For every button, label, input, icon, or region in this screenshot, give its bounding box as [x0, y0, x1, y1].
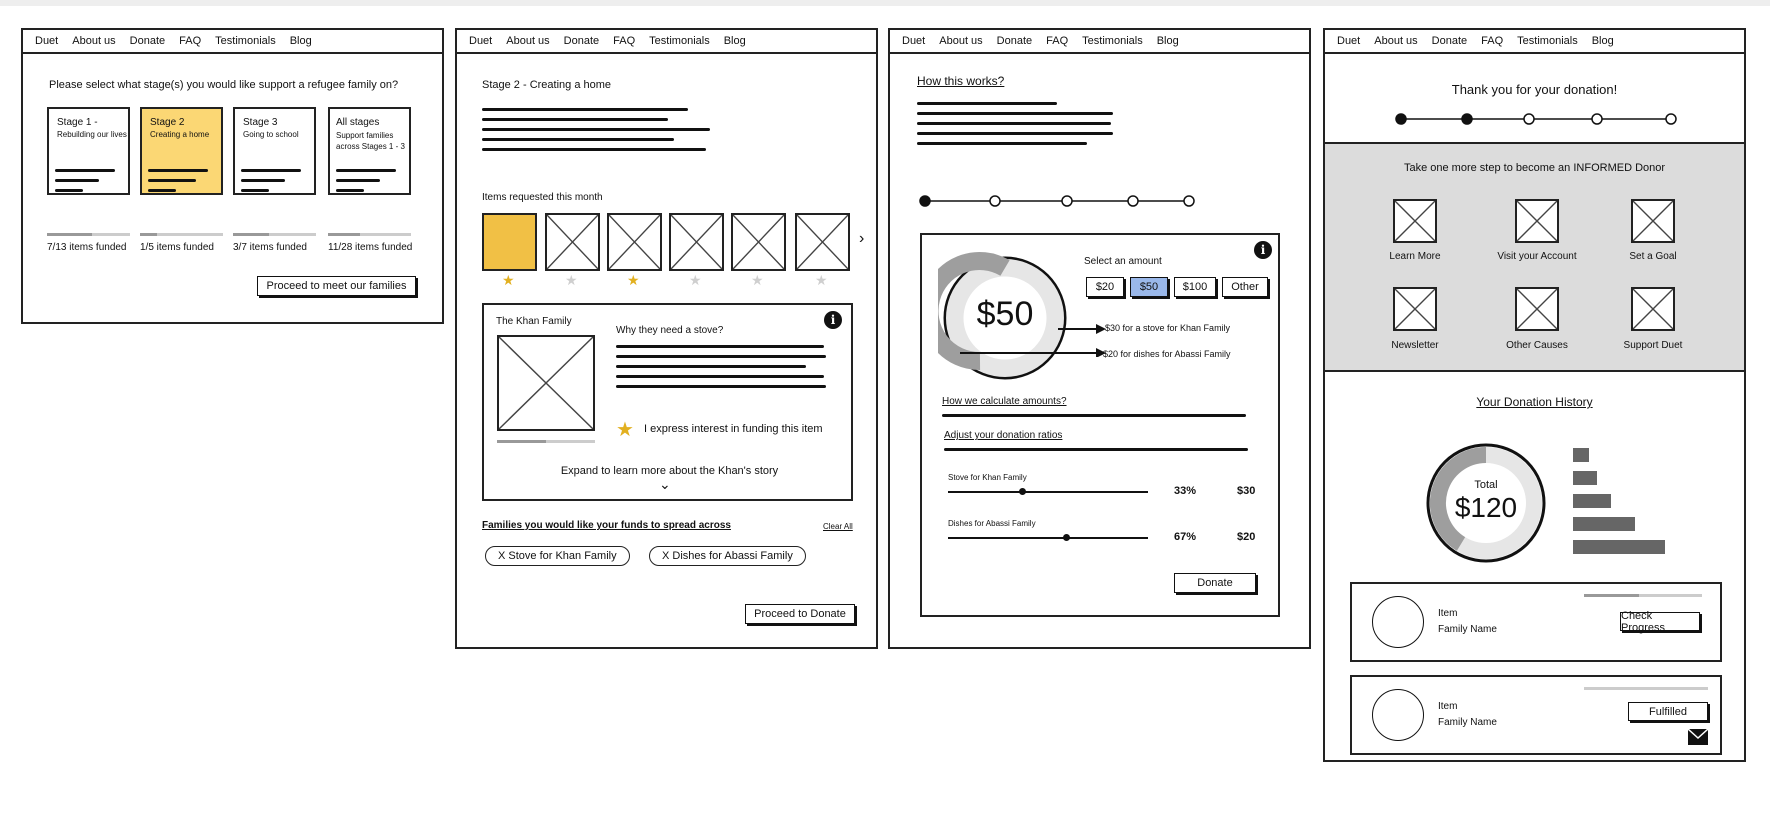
adjust-ratios-link[interactable]: Adjust your donation ratios — [944, 430, 1063, 441]
stage-card-subtitle: Going to school — [243, 130, 299, 139]
action-learn-more[interactable]: Learn More — [1389, 251, 1441, 262]
interest-label[interactable]: I express interest in funding this item — [644, 423, 823, 435]
visit-account-icon[interactable] — [1515, 199, 1559, 243]
nav-item-about[interactable]: About us — [939, 35, 983, 47]
scribble-text — [482, 108, 710, 158]
stage-funded-all: 11/28 items funded — [328, 242, 413, 253]
stage-card-3[interactable] — [233, 107, 316, 195]
stage-progress-3 — [233, 233, 316, 236]
amount-100-button[interactable]: $100 — [1174, 277, 1216, 297]
stage-card-title: Stage 2 — [150, 117, 185, 128]
nav-item-about[interactable]: About us — [72, 35, 116, 47]
action-other-causes[interactable]: Other Causes — [1506, 340, 1568, 351]
ratio-label-dishes: Dishes for Abassi Family — [948, 519, 1036, 528]
set-goal-icon[interactable] — [1631, 199, 1675, 243]
donation-box — [920, 233, 1280, 617]
chevron-right-icon[interactable]: › — [859, 230, 865, 247]
item-thumbnail[interactable] — [545, 213, 600, 271]
stage-prompt: Please select what stage(s) you would like support a refugee family on? — [49, 79, 399, 91]
family-photo — [497, 335, 595, 431]
nav-item-duet[interactable]: Duet — [469, 35, 493, 47]
scribble-text — [944, 448, 1248, 458]
star-icon[interactable]: ★ — [689, 272, 702, 288]
item-thumbnail[interactable] — [669, 213, 724, 271]
why-heading: Why they need a stove? — [616, 325, 724, 336]
envelope-icon[interactable] — [1688, 729, 1708, 745]
star-icon[interactable]: ★ — [815, 272, 828, 288]
item-thumbnail[interactable] — [607, 213, 662, 271]
nav-item-donate[interactable]: Donate — [1431, 35, 1468, 47]
stage-card-title: Stage 3 — [243, 117, 278, 128]
calculate-amounts-link[interactable]: How we calculate amounts? — [942, 396, 1067, 407]
nav-bar — [23, 30, 442, 54]
informed-donor-section — [1325, 142, 1744, 372]
stage-card-1[interactable] — [47, 107, 130, 195]
stage-card-subtitle: Creating a home — [150, 130, 210, 139]
history-row — [1350, 675, 1722, 755]
nav-item-duet[interactable]: Duet — [35, 35, 59, 47]
proceed-meet-families-button[interactable]: Proceed to meet our families — [257, 276, 416, 296]
item-thumbnail[interactable] — [731, 213, 786, 271]
history-progress — [1584, 687, 1708, 690]
screen-thank-you — [1323, 28, 1746, 762]
split-arrow-icon — [958, 317, 1108, 357]
history-family: Family Name — [1438, 717, 1497, 728]
history-bar — [1573, 448, 1589, 462]
donation-history-heading: Your Donation History — [1476, 395, 1593, 409]
nav-bar — [1325, 30, 1744, 54]
stage-card-subtitle: Support families across Stages 1 - 3 — [336, 131, 405, 151]
split-dishes-label: $20 for dishes for Abassi Family — [1103, 349, 1231, 359]
action-support-duet[interactable]: Support Duet — [1623, 340, 1683, 351]
nav-item-duet[interactable]: Duet — [1337, 35, 1361, 47]
scribble-text — [616, 345, 826, 395]
progress-steps — [1393, 110, 1683, 128]
nav-item-blog[interactable]: Blog — [723, 35, 746, 47]
progress-steps — [915, 192, 1215, 210]
informed-heading: Take one more step to become an INFORMED Donor — [1403, 162, 1666, 174]
newsletter-icon[interactable] — [1393, 287, 1437, 331]
scribble-text — [55, 169, 115, 199]
history-item: Item — [1438, 701, 1458, 712]
ratio-amount-dishes: $20 — [1237, 531, 1256, 543]
ratio-percent-dishes: 67% — [1174, 531, 1197, 543]
info-icon[interactable]: i — [824, 311, 842, 329]
family-title: The Khan Family — [496, 316, 572, 327]
ratio-amount-stove: $30 — [1237, 485, 1256, 497]
nav-item-testimonials[interactable]: Testimonials — [215, 35, 276, 47]
history-bar — [1573, 471, 1597, 485]
chevron-down-icon[interactable]: ⌄ — [659, 476, 671, 492]
stage-card-title: Stage 1 - — [57, 117, 98, 128]
expand-story-link[interactable]: Expand to learn more about the Khan's story — [560, 465, 779, 477]
history-progress — [1584, 594, 1702, 597]
nav-item-faq[interactable]: FAQ — [1046, 35, 1069, 47]
family-card — [482, 303, 853, 501]
nav-item-donate[interactable]: Donate — [996, 35, 1033, 47]
stage-heading: Stage 2 - Creating a home — [482, 79, 612, 91]
nav-bar — [457, 30, 876, 54]
nav-item-duet[interactable]: Duet — [902, 35, 926, 47]
screen-families — [455, 28, 878, 649]
action-set-goal[interactable]: Set a Goal — [1629, 251, 1677, 262]
amount-50-button[interactable]: $50 — [1130, 277, 1168, 297]
learn-more-icon[interactable] — [1393, 199, 1437, 243]
action-visit-account[interactable]: Visit your Account — [1497, 251, 1577, 262]
gauge-value: $50 — [976, 295, 1034, 333]
stage-progress-all — [328, 233, 411, 236]
check-progress-button[interactable]: Check Progress — [1620, 612, 1700, 631]
support-duet-icon[interactable] — [1631, 287, 1675, 331]
clear-all-link[interactable]: Clear All — [823, 522, 853, 531]
nav-item-testimonials[interactable]: Testimonials — [1517, 35, 1578, 47]
ratio-slider-dishes[interactable] — [948, 537, 1148, 539]
star-icon[interactable]: ★ — [616, 419, 634, 441]
stage-card-title: All stages — [336, 117, 380, 128]
scribble-text — [917, 102, 1113, 152]
stage-funded-3: 3/7 items funded — [233, 242, 307, 253]
nav-item-testimonials[interactable]: Testimonials — [649, 35, 710, 47]
stage-card-2[interactable] — [140, 107, 223, 195]
nav-item-testimonials[interactable]: Testimonials — [1082, 35, 1143, 47]
info-icon[interactable]: i — [1254, 241, 1272, 259]
stage-card-all[interactable] — [328, 107, 411, 195]
nav-bar — [890, 30, 1309, 54]
nav-item-about[interactable]: About us — [506, 35, 550, 47]
nav-item-faq[interactable]: FAQ — [179, 35, 202, 47]
history-bar — [1573, 517, 1635, 531]
stage-progress-1 — [47, 233, 130, 236]
items-requested-heading: Items requested this month — [482, 192, 603, 203]
how-this-works-heading[interactable]: How this works? — [917, 74, 1005, 88]
nav-item-blog[interactable]: Blog — [1156, 35, 1179, 47]
nav-item-donate[interactable]: Donate — [563, 35, 600, 47]
item-thumbnail[interactable] — [795, 213, 850, 271]
stage-progress-2 — [140, 233, 223, 236]
select-amount-label: Select an amount — [1084, 256, 1162, 267]
total-value: $120 — [1454, 492, 1518, 523]
nav-item-faq[interactable]: FAQ — [1481, 35, 1504, 47]
star-icon[interactable]: ★ — [502, 272, 515, 288]
spread-heading: Families you would like your funds to spread across — [482, 520, 731, 531]
history-bar — [1573, 494, 1611, 508]
history-family: Family Name — [1438, 624, 1497, 635]
photo-carousel-bar — [497, 440, 595, 443]
nav-item-blog[interactable]: Blog — [289, 35, 312, 47]
nav-item-blog[interactable]: Blog — [1591, 35, 1614, 47]
chip-dishes-abassi[interactable]: X Dishes for Abassi Family — [649, 546, 806, 566]
history-item: Item — [1438, 608, 1458, 619]
chip-stove-khan[interactable]: X Stove for Khan Family — [485, 546, 630, 566]
ratio-label-stove: Stove for Khan Family — [948, 473, 1027, 482]
star-icon[interactable]: ★ — [565, 272, 578, 288]
scribble-text — [942, 414, 1246, 424]
item-thumbnail-selected[interactable] — [482, 213, 537, 271]
screen-donate-amount — [888, 28, 1311, 649]
star-icon[interactable]: ★ — [751, 272, 764, 288]
star-icon[interactable]: ★ — [627, 272, 640, 288]
stage-card-subtitle: Rebuilding our lives — [57, 130, 127, 139]
proceed-to-donate-button[interactable]: Proceed to Donate — [745, 604, 855, 624]
fulfilled-button[interactable]: Fulfilled — [1628, 702, 1708, 721]
history-bar — [1573, 540, 1665, 554]
item-avatar — [1372, 596, 1424, 648]
amount-other-button[interactable]: Other — [1222, 277, 1268, 297]
ratio-slider-stove[interactable] — [948, 491, 1148, 493]
screen-stage-select — [21, 28, 444, 324]
amount-20-button[interactable]: $20 — [1086, 277, 1124, 297]
thank-you-heading: Thank you for your donation! — [1451, 82, 1618, 97]
donate-button[interactable]: Donate — [1174, 573, 1256, 593]
stage-funded-2: 1/5 items funded — [140, 242, 214, 253]
total-label: Total — [1474, 479, 1498, 491]
nav-item-faq[interactable]: FAQ — [613, 35, 636, 47]
nav-item-donate[interactable]: Donate — [129, 35, 166, 47]
scribble-text — [148, 169, 208, 199]
stage-funded-1: 7/13 items funded — [47, 242, 127, 253]
ratio-percent-stove: 33% — [1174, 485, 1197, 497]
action-newsletter[interactable]: Newsletter — [1391, 340, 1439, 351]
other-causes-icon[interactable] — [1515, 287, 1559, 331]
nav-item-about[interactable]: About us — [1374, 35, 1418, 47]
window-top-strip — [0, 0, 1770, 6]
scribble-text — [241, 169, 301, 199]
history-row — [1350, 582, 1722, 662]
split-stove-label: $30 for a stove for Khan Family — [1105, 323, 1231, 333]
scribble-text — [336, 169, 396, 199]
item-avatar — [1372, 689, 1424, 741]
